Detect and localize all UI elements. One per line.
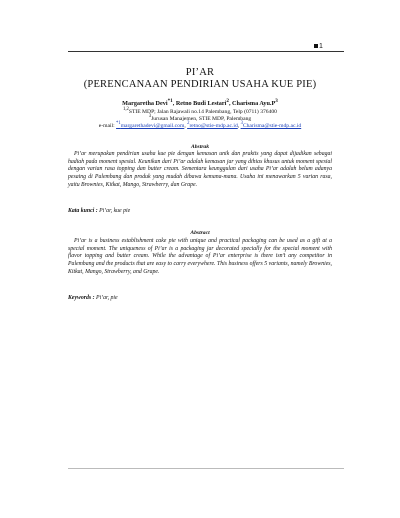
kata-kunci [68, 208, 332, 214]
keywords-label: Keywords : [68, 295, 95, 301]
author-mark: 2 [226, 98, 229, 104]
keywords-values: Pi’ar, pie [94, 295, 118, 301]
email-separator: , [237, 122, 241, 129]
email-mark: 2 [187, 121, 190, 126]
affiliation-text: STIE MDP; Jalan Rajawali no.14 Palembang, Telp (0711) 376400 [128, 108, 277, 115]
author-name: Margaretha Devi [122, 100, 168, 108]
email-link-1[interactable] [116, 123, 184, 129]
footer-rule [68, 468, 344, 469]
email-address: retno@stie-mdp.ac.id [189, 122, 238, 129]
abstract-body [68, 238, 332, 277]
paper-subtitle: (PERENCANAAN PENDIRIAN USAHA KUE PIE) [83, 79, 317, 90]
affiliation-text: Jurusan Manajemen, STIE MDP, Palembang [151, 115, 252, 122]
page-number [314, 43, 323, 50]
email-mark: *1 [116, 121, 121, 126]
kata-kunci-label: Kata kunci : [68, 208, 98, 214]
email-link-3[interactable] [241, 123, 302, 129]
email-link-2[interactable] [187, 123, 238, 129]
page-marker-icon [314, 44, 318, 48]
email-line [0, 121, 400, 129]
email-prefix: e-mail: [98, 122, 117, 129]
email-address: margarethadevi@gmail.com [120, 122, 185, 129]
paper-title: PI’AR [185, 67, 215, 78]
author-mark: *1 [167, 98, 173, 104]
email-separator: , [184, 122, 188, 129]
abstrak-heading: Abstrak [190, 144, 210, 150]
affiliation-mark: 1,2 [123, 107, 129, 112]
abstract-heading: Abstract [190, 230, 210, 236]
kata-kunci-values: Pi’ar, kue pie [97, 208, 131, 214]
email-address: Charisma@stie-mdp.ac.id [242, 122, 302, 129]
author-name: , Retno Budi Lestari [172, 100, 227, 108]
abstract-text: Pi’ar is a business establishment cake pie with unique and practical packaging can be used as a gift at a special moment. The uniqueness of Pi’ar is a packaging jar decorated specially for the special moment with flavor topping and butter cream. While the advantage of Pi’ar enterprise is there isn’t any competitor in Palembang and the products that are easy to carry everywhere. This business offers 5 variants, namely Brownies, Kitkat, Mango, Strawberry, and Grape. [68, 238, 332, 275]
abstrak-body [68, 151, 332, 190]
author-name: , Charisma Ayu.P [228, 100, 276, 108]
affiliation-mark: 3 [148, 114, 152, 119]
author-mark: 3 [275, 98, 278, 104]
header-rule [68, 51, 344, 52]
keywords [68, 295, 332, 301]
page-number-text: 1 [319, 43, 323, 50]
abstrak-text: Pi’ar merupakan pendirian usaha kue pie dengan kemasan unik dan praktis yang dapat dijadikan sebagai hadiah pada moment spesial. Keunikan dari Pi’ar adalah kemasan jar yang dihias khusus untuk moment spesial dengan varian rasa topping dan butter cream. Sementara keunggulan dari usaha Pi’ar adalah belum adanya pesaing di Palembang dan produk yang mudah dibawa kemana-mana. Usaha ini menawarkan 5 varian rasa, yaitu Brownies, Kitkat, Mango, Strawberry, dan Grape. [68, 151, 332, 188]
email-mark: 3 [240, 121, 243, 126]
